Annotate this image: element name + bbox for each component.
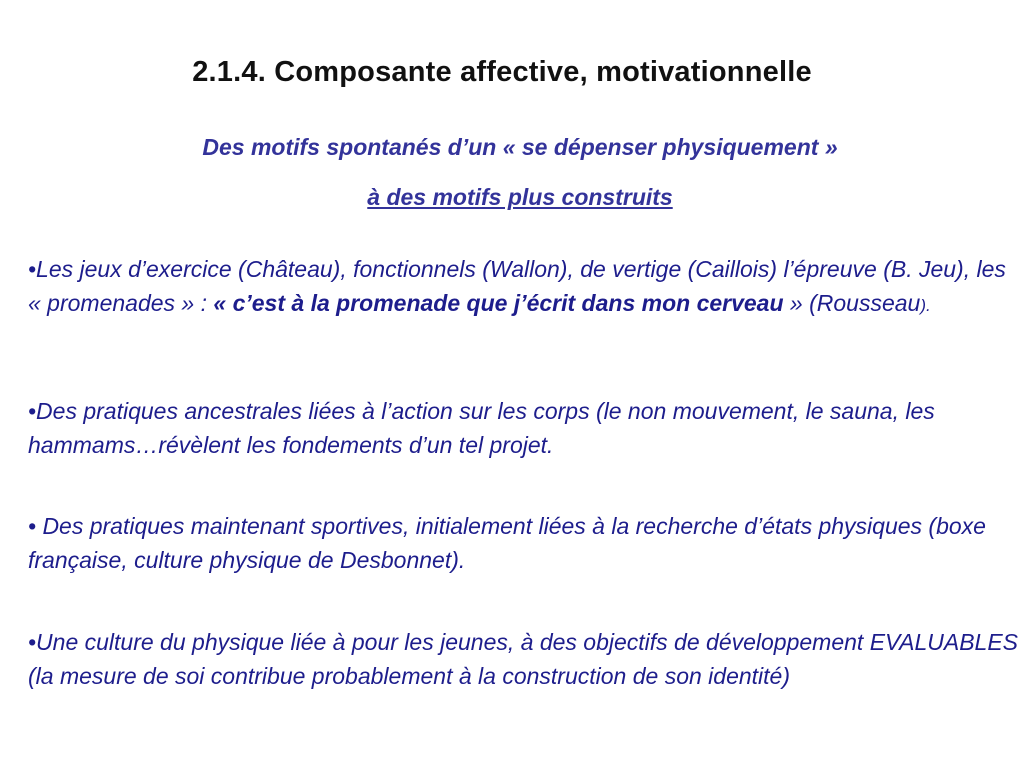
bullet-1-attribution: » (Rousseau xyxy=(783,290,921,316)
bullet-1-quote: « c’est à la promenade que j’écrit dans mon cerveau xyxy=(213,290,784,316)
bullet-1-closing: ). xyxy=(920,296,931,315)
subtitle-line-1: Des motifs spontanés d’un « se dépenser physiquement » xyxy=(202,134,838,160)
bullet-item-1 xyxy=(28,252,1018,323)
bullet-item-2: •Des pratiques ancestrales liées à l’action sur les corps (le non mouvement, le sauna, les hammams…révèlent les fondements d’un tel projet. xyxy=(28,398,935,458)
bullet-item-4: •Une culture du physique liée à pour les jeunes, à des objectifs de développement EVALUABLES (la mesure de soi contribue probablement à la construction de son identité) xyxy=(28,629,1019,689)
subtitle-line-2: à des motifs plus construits xyxy=(367,184,673,210)
slide-title: 2.1.4. Composante affective, motivationnelle xyxy=(192,56,812,88)
bullet-item-3: • Des pratiques maintenant sportives, initialement liées à la recherche d’états physiques (boxe française, culture physique de Desbonnet). xyxy=(28,513,986,573)
bullet-1-text: •Les jeux d’exercice (Château), fonctionnels (Wallon), de vertige (Caillois) l’épreuve (B. Jeu), les « promenades » : xyxy=(28,256,1006,316)
